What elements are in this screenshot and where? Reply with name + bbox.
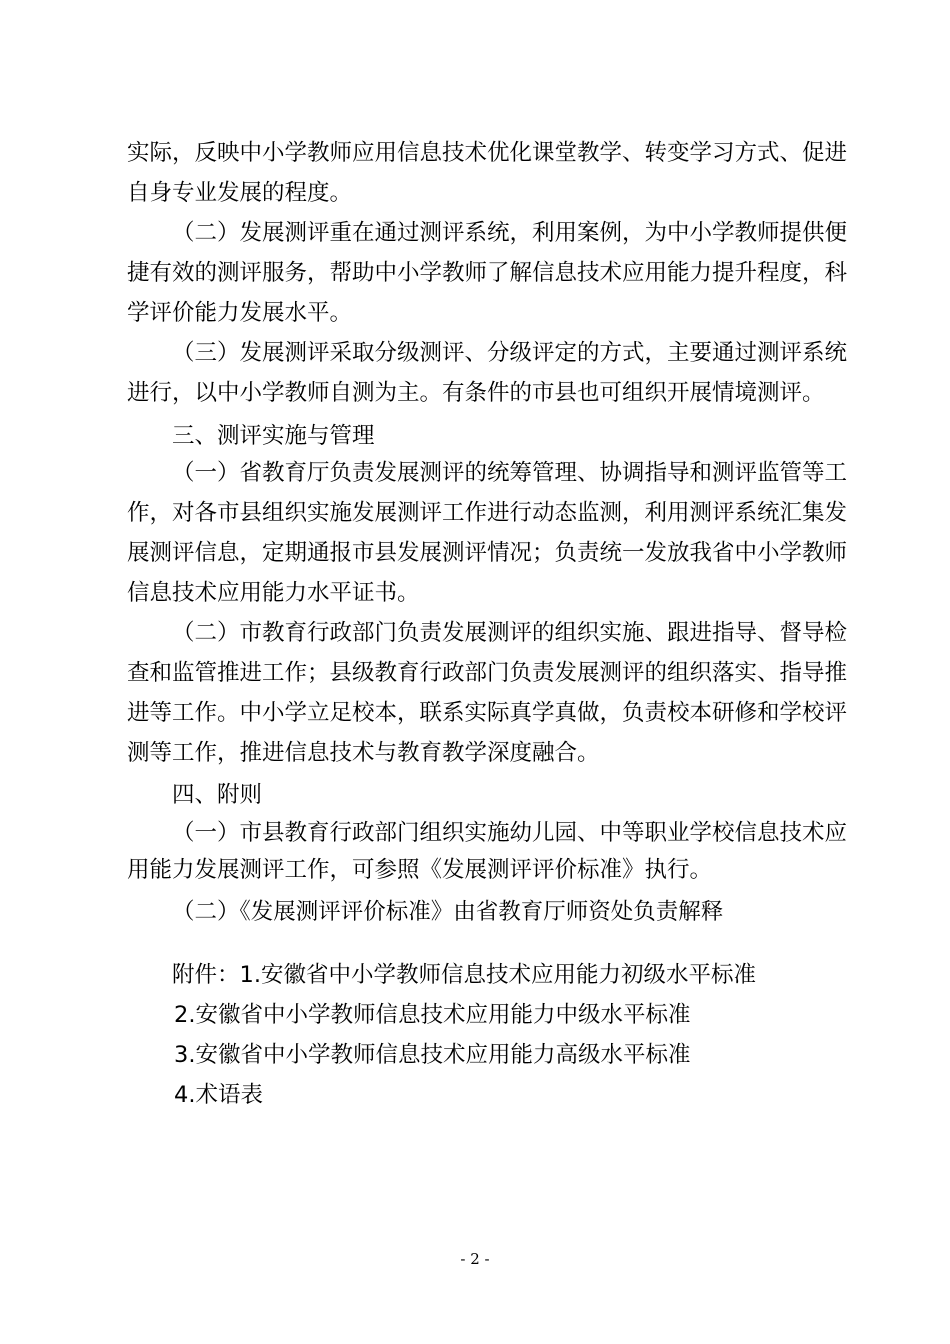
body-line: 展测评信息，定期通报市县发展测评情况；负责统一发放我省中小学教师 [127, 540, 848, 566]
body-line: 作，对各市县组织实施发展测评工作进行动态监测，利用测评系统汇集发 [127, 500, 848, 526]
paragraph-2-2-start: （二）发展测评重在通过测评系统，利用案例，为中小学教师提供便 [172, 220, 848, 246]
body-line: 学评价能力发展水平。 [127, 300, 353, 326]
body-line: 进行，以中小学教师自测为主。有条件的市县也可组织开展情境测评。 [127, 380, 825, 406]
section-3-heading: 三、测评实施与管理 [172, 423, 375, 449]
paragraph-4-2: （二）《发展测评评价标准》由省教育厅师资处负责解释 [172, 899, 724, 925]
paragraph-3-2-start: （二）市教育行政部门负责发展测评的组织实施、跟进指导、督导检 [172, 620, 848, 646]
attachment-item: 4.术语表 [174, 1082, 263, 1108]
paragraph-2-3-start: （三）发展测评采取分级测评、分级评定的方式，主要通过测评系统 [172, 340, 848, 366]
body-line: 实际，反映中小学教师应用信息技术优化课堂教学、转变学习方式、促进 [127, 140, 848, 166]
section-4-heading: 四、附则 [172, 782, 263, 808]
body-line: 信息技术应用能力水平证书。 [127, 580, 420, 606]
body-line: 用能力发展测评工作，可参照《发展测评评价标准》执行。 [127, 857, 713, 883]
body-line: 自身专业发展的程度。 [127, 180, 353, 206]
attachment-item: 2.安徽省中小学教师信息技术应用能力中级水平标准 [174, 1002, 691, 1028]
body-line: 查和监管推进工作；县级教育行政部门负责发展测评的组织落实、指导推 [127, 660, 848, 686]
paragraph-3-1-start: （一）省教育厅负责发展测评的统筹管理、协调指导和测评监管等工 [172, 460, 848, 486]
body-line: 测等工作，推进信息技术与教育教学深度融合。 [127, 740, 600, 766]
paragraph-4-1-start: （一）市县教育行政部门组织实施幼儿园、中等职业学校信息技术应 [172, 820, 848, 846]
attachment-item: 附件：1.安徽省中小学教师信息技术应用能力初级水平标准 [172, 962, 756, 988]
body-line: 进等工作。中小学立足校本，联系实际真学真做，负责校本研修和学校评 [127, 700, 848, 726]
body-line: 捷有效的测评服务，帮助中小学教师了解信息技术应用能力提升程度，科 [127, 260, 848, 286]
page-number: - 2 - [460, 1250, 490, 1268]
attachment-item: 3.安徽省中小学教师信息技术应用能力高级水平标准 [174, 1042, 691, 1068]
